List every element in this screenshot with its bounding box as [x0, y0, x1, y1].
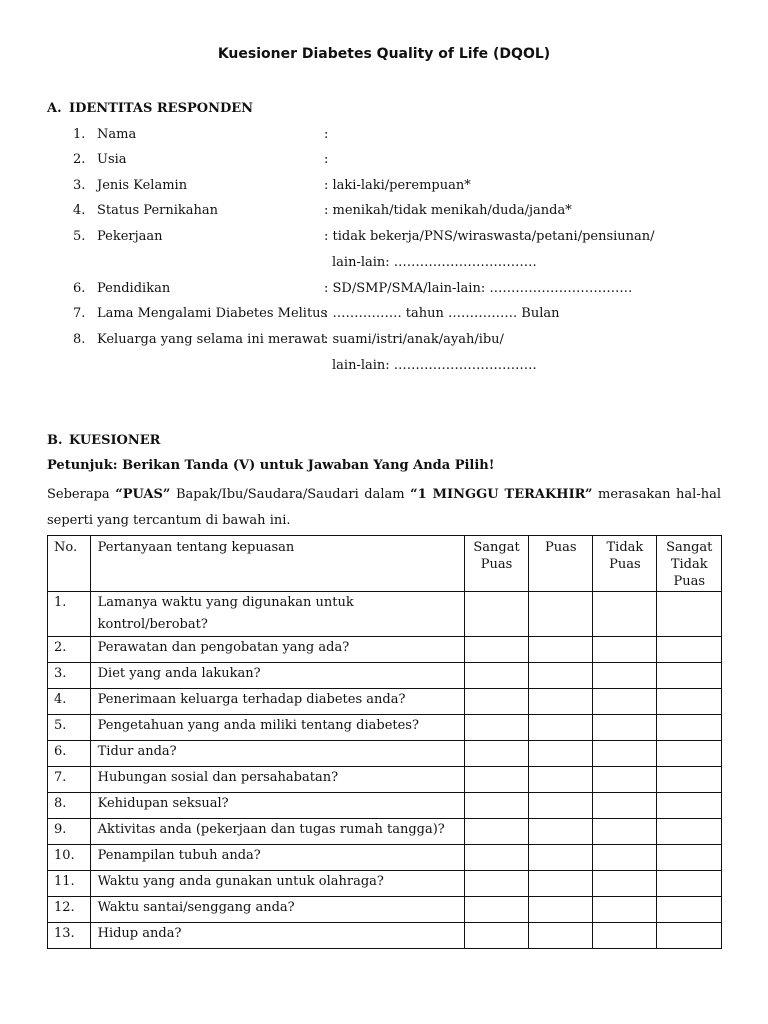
row-question: Waktu santai/senggang anda? — [90, 897, 464, 923]
document-title: Kuesioner Diabetes Quality of Life (DQOL) — [217, 46, 551, 62]
header-line: Tidak — [670, 557, 708, 572]
answer-cell-not-satisfied[interactable] — [593, 715, 657, 741]
table-row — [48, 845, 722, 871]
section-a-letter: A. — [47, 101, 62, 116]
answer-cell-very-satisfied[interactable] — [464, 871, 528, 897]
item-number: 3. — [73, 178, 86, 193]
answer-cell-very-not-satisfied[interactable] — [657, 637, 722, 663]
section-b-heading — [47, 433, 160, 448]
header-line: Tidak — [606, 540, 644, 555]
item-label: Pekerjaan — [97, 229, 163, 244]
table-row — [48, 871, 722, 897]
answer-cell-very-satisfied[interactable] — [464, 767, 528, 793]
item-label: Nama — [97, 127, 137, 142]
row-number: 3. — [48, 663, 91, 689]
satisfaction-table — [47, 535, 722, 949]
header-very-satisfied — [464, 536, 528, 592]
answer-cell-very-satisfied[interactable] — [464, 715, 528, 741]
row-question: Diet yang anda lakukan? — [90, 663, 464, 689]
row-number: 13. — [48, 923, 91, 949]
answer-cell-very-not-satisfied[interactable] — [657, 767, 722, 793]
answer-cell-not-satisfied[interactable] — [593, 767, 657, 793]
row-number: 6. — [48, 741, 91, 767]
answer-cell-very-not-satisfied[interactable] — [657, 819, 722, 845]
table-header-row — [48, 536, 722, 592]
section-a-title: IDENTITAS RESPONDEN — [69, 101, 254, 116]
answer-cell-very-satisfied[interactable] — [464, 592, 528, 637]
table-row — [48, 741, 722, 767]
row-number: 10. — [48, 845, 91, 871]
table-row — [48, 592, 722, 637]
row-question: Pengetahuan yang anda miliki tentang diabetes? — [90, 715, 464, 741]
item-value: : — [324, 127, 329, 142]
table-row — [48, 715, 722, 741]
header-line: Puas — [480, 557, 513, 572]
header-not-satisfied — [593, 536, 657, 592]
table-row — [48, 923, 722, 949]
answer-cell-very-satisfied[interactable] — [464, 819, 528, 845]
table-row — [48, 637, 722, 663]
item-label: Jenis Kelamin — [97, 178, 188, 193]
row-number: 7. — [48, 767, 91, 793]
table-row — [48, 663, 722, 689]
header-line: Puas — [545, 540, 577, 555]
row-number: 12. — [48, 897, 91, 923]
item-value: : laki-laki/perempuan* — [324, 178, 471, 193]
intro-part2: Bapak/Ibu/Saudara/Saudari dalam — [170, 487, 411, 502]
answer-cell-very-satisfied[interactable] — [464, 741, 528, 767]
answer-cell-very-not-satisfied[interactable] — [657, 741, 722, 767]
answer-cell-satisfied[interactable] — [529, 793, 593, 819]
answer-cell-not-satisfied[interactable] — [593, 592, 657, 637]
row-question: Penampilan tubuh anda? — [90, 845, 464, 871]
intro-paragraph — [47, 482, 721, 534]
answer-cell-not-satisfied[interactable] — [593, 845, 657, 871]
item-value: : menikah/tidak menikah/duda/janda* — [324, 203, 572, 218]
answer-cell-very-satisfied[interactable] — [464, 923, 528, 949]
row-question: Kehidupan seksual? — [90, 793, 464, 819]
item-number: 1. — [73, 127, 86, 142]
answer-cell-not-satisfied[interactable] — [593, 897, 657, 923]
answer-cell-not-satisfied[interactable] — [593, 871, 657, 897]
answer-cell-not-satisfied[interactable] — [593, 819, 657, 845]
answer-cell-satisfied[interactable] — [529, 663, 593, 689]
item-value: : tidak bekerja/PNS/wiraswasta/petani/pensiunan/ — [324, 229, 655, 244]
header-line: Sangat — [666, 540, 713, 555]
answer-cell-not-satisfied[interactable] — [593, 923, 657, 949]
item-number: 6. — [73, 281, 86, 296]
instruction-text: Petunjuk: Berikan Tanda (V) untuk Jawaban Yang Anda Pilih! — [47, 458, 495, 473]
answer-cell-very-not-satisfied[interactable] — [657, 592, 722, 637]
section-a-heading — [47, 101, 253, 116]
answer-cell-very-not-satisfied[interactable] — [657, 689, 722, 715]
answer-cell-very-satisfied[interactable] — [464, 897, 528, 923]
section-b-title: KUESIONER — [69, 433, 161, 448]
answer-cell-satisfied[interactable] — [529, 767, 593, 793]
answer-cell-satisfied[interactable] — [529, 871, 593, 897]
answer-cell-satisfied[interactable] — [529, 689, 593, 715]
item-number: 4. — [73, 203, 86, 218]
answer-cell-very-not-satisfied[interactable] — [657, 793, 722, 819]
answer-cell-satisfied[interactable] — [529, 715, 593, 741]
table-row — [48, 767, 722, 793]
item-label: Keluarga yang selama ini merawat — [97, 332, 327, 347]
answer-cell-very-not-satisfied[interactable] — [657, 923, 722, 949]
header-satisfied — [529, 536, 593, 592]
table-row — [48, 793, 722, 819]
row-question: Aktivitas anda (pekerjaan dan tugas rumah tangga)? — [90, 819, 464, 845]
item-number: 2. — [73, 152, 86, 167]
row-question: Lamanya waktu yang digunakan untuk kontrol/berobat? — [90, 592, 464, 637]
intro-part3: merasakan hal-hal seperti yang tercantum di bawah ini. — [47, 487, 721, 528]
item-number: 5. — [73, 229, 86, 244]
answer-cell-not-satisfied[interactable] — [593, 663, 657, 689]
header-line: Puas — [673, 574, 706, 589]
answer-cell-satisfied[interactable] — [529, 819, 593, 845]
header-line: Puas — [609, 557, 641, 572]
table-row — [48, 819, 722, 845]
table-row — [48, 897, 722, 923]
answer-cell-very-satisfied[interactable] — [464, 689, 528, 715]
row-number: 5. — [48, 715, 91, 741]
answer-cell-satisfied[interactable] — [529, 897, 593, 923]
answer-cell-satisfied[interactable] — [529, 923, 593, 949]
row-question: Hubungan sosial dan persahabatan? — [90, 767, 464, 793]
intro-emphasis-satisfied: “PUAS” — [115, 487, 171, 502]
answer-cell-not-satisfied[interactable] — [593, 741, 657, 767]
answer-cell-satisfied[interactable] — [529, 637, 593, 663]
row-question: Hidup anda? — [90, 923, 464, 949]
item-value: : suami/istri/anak/ayah/ibu/ — [324, 332, 504, 347]
item-value: : — [324, 152, 329, 167]
intro-emphasis-last-week: “1 MINGGU TERAKHIR” — [410, 487, 593, 502]
item-label: Usia — [97, 152, 127, 167]
item-continuation: lain-lain: …………………………… — [332, 358, 537, 373]
row-number: 2. — [48, 637, 91, 663]
row-number: 4. — [48, 689, 91, 715]
row-question: Perawatan dan pengobatan yang ada? — [90, 637, 464, 663]
item-number: 7. — [73, 306, 86, 321]
answer-cell-not-satisfied[interactable] — [593, 793, 657, 819]
row-question: Tidur anda? — [90, 741, 464, 767]
row-question: Penerimaan keluarga terhadap diabetes anda? — [90, 689, 464, 715]
answer-cell-very-satisfied[interactable] — [464, 637, 528, 663]
header-no: No. — [48, 536, 91, 592]
item-value: : ……………. tahun ……………. Bulan — [324, 306, 560, 321]
answer-cell-not-satisfied[interactable] — [593, 689, 657, 715]
item-label: Lama Mengalami Diabetes Melitus — [97, 306, 328, 321]
header-question: Pertanyaan tentang kepuasan — [90, 536, 464, 592]
table-row — [48, 689, 722, 715]
row-number: 1. — [48, 592, 91, 637]
header-line: Sangat — [473, 540, 520, 555]
row-number: 8. — [48, 793, 91, 819]
row-number: 9. — [48, 819, 91, 845]
item-label: Pendidikan — [97, 281, 171, 296]
answer-cell-very-not-satisfied[interactable] — [657, 871, 722, 897]
answer-cell-very-satisfied[interactable] — [464, 663, 528, 689]
intro-part1: Seberapa — [47, 487, 116, 502]
item-value: : SD/SMP/SMA/lain-lain: …………………………… — [324, 281, 633, 296]
row-question: Waktu yang anda gunakan untuk olahraga? — [90, 871, 464, 897]
answer-cell-satisfied[interactable] — [529, 845, 593, 871]
section-b-letter: B. — [47, 433, 63, 448]
header-very-not-satisfied — [657, 536, 722, 592]
answer-cell-very-not-satisfied[interactable] — [657, 715, 722, 741]
item-label: Status Pernikahan — [97, 203, 219, 218]
answer-cell-very-not-satisfied[interactable] — [657, 845, 722, 871]
item-continuation: lain-lain: …………………………… — [332, 255, 537, 270]
answer-cell-very-not-satisfied[interactable] — [657, 897, 722, 923]
answer-cell-not-satisfied[interactable] — [593, 637, 657, 663]
answer-cell-very-not-satisfied[interactable] — [657, 663, 722, 689]
answer-cell-very-satisfied[interactable] — [464, 845, 528, 871]
answer-cell-satisfied[interactable] — [529, 592, 593, 637]
item-number: 8. — [73, 332, 86, 347]
row-number: 11. — [48, 871, 91, 897]
answer-cell-satisfied[interactable] — [529, 741, 593, 767]
answer-cell-very-satisfied[interactable] — [464, 793, 528, 819]
